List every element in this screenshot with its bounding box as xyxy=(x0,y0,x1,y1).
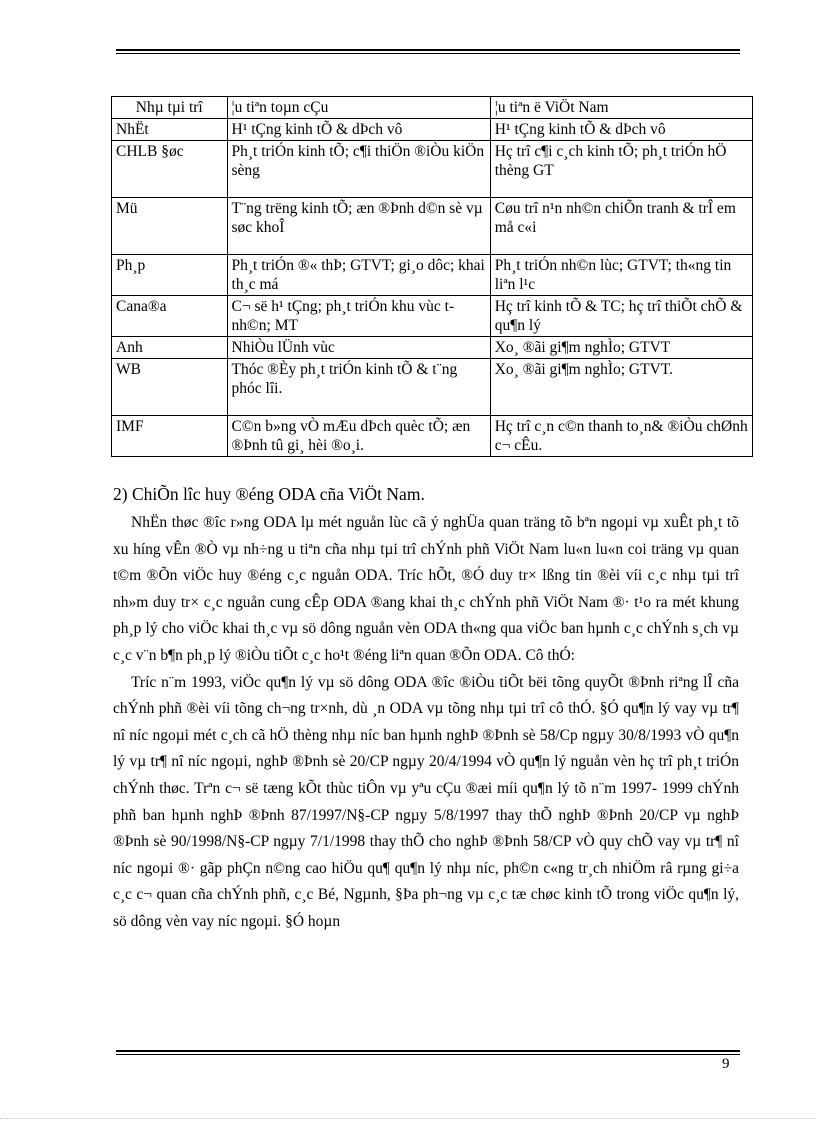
donor-cell: CHLB §øc xyxy=(112,141,228,198)
vietnam-priority-cell: Xo¸ ®ãi gi¶m nghÌo; GTVT. xyxy=(490,359,752,416)
donor-cell: Anh xyxy=(112,337,228,359)
global-priority-cell: Ph¸t triÓn ®« thÞ; GTVT; gi¸o dôc; khai th¸c má xyxy=(227,255,490,296)
header-rule-thin xyxy=(116,53,740,54)
section-heading: 2) ChiÕn lîc huy ®éng ODA cña ViÖt Nam. xyxy=(113,484,425,504)
body-text xyxy=(113,510,739,936)
table-row xyxy=(112,198,753,255)
global-priority-cell: T¨ng trëng kinh tÕ; æn ®Þnh d©n sè vµ søc khoÎ xyxy=(227,198,490,255)
table-row xyxy=(112,296,753,337)
header-global-priority: ¦u tiªn toµn cÇu xyxy=(227,97,490,119)
table-row xyxy=(112,416,753,457)
global-priority-cell: H¹ tÇng kinh tÕ & dÞch vô xyxy=(227,119,490,141)
vietnam-priority-cell: H¹ tÇng kinh tÕ & dÞch vô xyxy=(490,119,752,141)
donor-cell: Mü xyxy=(112,198,228,255)
donor-cell: Ph¸p xyxy=(112,255,228,296)
donor-cell: NhËt xyxy=(112,119,228,141)
paragraph-2: Tríc n¨m 1993, viÖc qu¶n lý vµ sö dông ODA ®îc ®iÒu tiÕt bëi tõng quyÕt ®Þnh riªng lÎ cña chÝnh phñ ®èi víi tõng ch¬ng tr×nh, dù ¸n ODA vµ tõng nhµ tµi trî cô thÓ. §Ó qu¶n lý vay vµ tr¶ nî níc ngoµi mét c¸ch cã hÖ thèng nhµ níc ban hµnh nghÞ ®Þnh sè 58/Cp ngµy 30/8/1993 vÒ qu¶n lý vµ tr¶ nî níc ngoµi, nghÞ ®Þnh sè 20/CP ngµy 20/4/1994 vÒ qu¶n lý nguån vèn hç trî ph¸t triÓn chÝnh thøc. Trªn c¬ së tæng kÕt thùc tiÔn vµ yªu cÇu ®æi míi qu¶n lý tõ n¨m 1997- 1999 chÝnh phñ ban hµnh nghÞ ®Þnh 87/1997/N§-CP ngµy 5/8/1997 thay thÕ nghÞ ®Þnh 20/CP vµ nghÞ ®Þnh sè 90/1998/N§-CP ngµy 7/1/1998 thay thÕ cho nghÞ ®Þnh 58/CP vÒ quy chÕ vay vµ tr¶ nî níc ngoµi ®· gãp phÇn n©ng cao hiÖu qu¶ qu¶n lý nhµ níc, ph©n c«ng tr¸ch nhiÖm râ rµng gi÷a c¸c c¬ quan cña chÝnh phñ, c¸c Bé, Ngµnh, §Þa ph¬ng vµ c¸c tæ chøc kinh tÕ trong viÖc qu¶n lý, sö dông vèn vay níc ngoµi. §Ó hoµn xyxy=(113,673,739,930)
global-priority-cell: Ph¸t triÓn kinh tÕ; c¶i thiÖn ®iÒu kiÖn sèng xyxy=(227,141,490,198)
donor-cell: IMF xyxy=(112,416,228,457)
table-row xyxy=(112,119,753,141)
table-row xyxy=(112,141,753,198)
page-bottom-border xyxy=(0,1118,816,1119)
vietnam-priority-cell: Hç trî kinh tÕ & TC; hç trî thiÕt chÕ & qu¶n lý xyxy=(490,296,752,337)
vietnam-priority-cell: Hç trî c¶i c¸ch kinh tÕ; ph¸t triÓn hÖ thèng GT xyxy=(490,141,752,198)
donor-priorities-table xyxy=(111,96,753,457)
page-number: 9 xyxy=(722,1056,730,1072)
vietnam-priority-cell: Hç trî c¸n c©n thanh to¸n& ®iÒu chØnh c¬ cÊu. xyxy=(490,416,752,457)
paragraph-1: NhËn thøc ®îc r»ng ODA lµ mét nguån lùc cã ý nghÜa quan träng tõ bªn ngoµi vµ xuÊt ph¸t tõ xu híng vÊn ®Ò vµ nh÷ng u tiªn cña nhµ tµi trî chÝnh phñ ViÖt Nam lu«n lu«n coi träng vµ quan t©m ®Õn viÖc huy ®éng c¸c nguån ODA. Tríc hÕt, ®Ó duy tr× lßng tin ®èi víi c¸c nhµ tµi trî nh»m duy tr× c¸c nguån cung cÊp ODA ®ang khai th¸c chÝnh phñ ViÖt Nam ®· t¹o ra mét khung ph¸p lý cho viÖc khai th¸c vµ sö dông nguån vèn ODA th«ng qua viÖc ban hµnh c¸c chÝnh s¸ch vµ c¸c v¨n b¶n ph¸p lý ®iÒu tiÕt c¸c ho¹t ®éng liªn quan ®Õn ODA. Cô thÓ: xyxy=(113,514,739,664)
header-rule-thick xyxy=(116,49,740,51)
header-donor: Nhµ tµi trî xyxy=(112,97,228,119)
global-priority-cell: NhiÒu lÜnh vùc xyxy=(227,337,490,359)
vietnam-priority-cell: Xo¸ ®ãi gi¶m nghÌo; GTVT xyxy=(490,337,752,359)
table-row xyxy=(112,359,753,416)
table-header-row xyxy=(112,97,753,119)
global-priority-cell: Thóc ®Èy ph¸t triÓn kinh tÕ & t¨ng phóc lîi. xyxy=(227,359,490,416)
table-body xyxy=(112,119,753,457)
vietnam-priority-cell: Cøu trî n¹n nh©n chiÕn tranh & trÎ em må c«i xyxy=(490,198,752,255)
donor-cell: WB xyxy=(112,359,228,416)
global-priority-cell: C¬ së h¹ tÇng; ph¸t triÓn khu vùc t nh©n; MT xyxy=(227,296,490,337)
header-vietnam-priority: ¦u tiªn ë ViÖt Nam xyxy=(490,97,752,119)
footer-rule-thick xyxy=(116,1050,740,1052)
donor-cell: Cana®a xyxy=(112,296,228,337)
global-priority-cell: C©n b»ng vÒ mÆu dÞch quèc tÕ; æn ®Þnh tû gi¸ hèi ®o¸i. xyxy=(227,416,490,457)
table-row xyxy=(112,337,753,359)
footer-rule-thin xyxy=(116,1054,740,1055)
vietnam-priority-cell: Ph¸t triÓn nh©n lùc; GTVT; th«ng tin liªn l¹c xyxy=(490,255,752,296)
table-row xyxy=(112,255,753,296)
